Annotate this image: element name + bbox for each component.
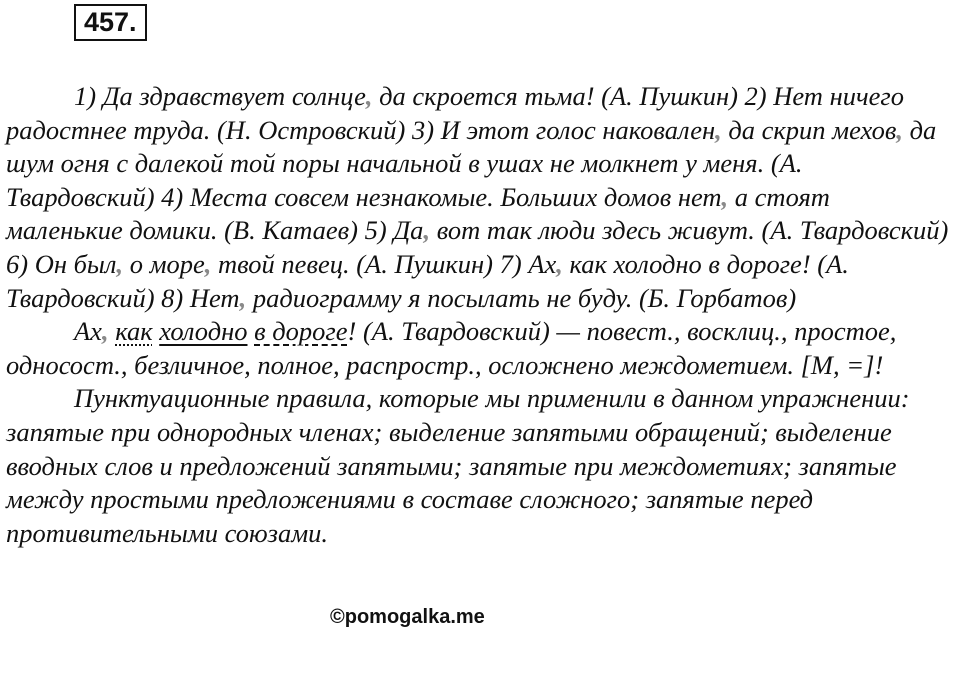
text-segment: да шум огня с далекой той поры начальной в ушах не молкнет у меня. (А. Твардовский) 4) Места совсем незнакомые. Больших домов нет [6,114,937,212]
answer-text [6,80,951,550]
text-segment: ! (А. Твардовский) — повест., восклиц., простое, односост., безличное, полное, распростр., осложнено междометием. [М, =]! [6,316,897,380]
highlighted-comma: , [896,114,903,145]
text-segment: да скроется тьма! (А. Пушкин) 2) Нет ничего радостнее труда. (Н. Островский) 3) И этот голос наковален [6,81,904,145]
watermark-label: ©pomogalka.me [330,606,485,628]
text-segment: а стоят маленькие домики. (В. Катаев) 5) Да [6,181,830,246]
underlined-sentence-part: в дороге [254,316,348,347]
exercise-number: 457. [74,4,147,41]
answer-paragraph-rules: Пунктуационные правила, которые мы применили в данном упражнении: запятые при однородных членах; выделение запятыми обращений; выделение вводных слов и предложений запятыми; запятые при междометиях; запятые между простыми предложениями в составе сложного; запятые перед противительными союзами. [6,383,910,548]
text-segment: твой певец. (А. Пушкин) 7) Ах [211,248,557,279]
text-segment: да скрип мехов [721,114,897,145]
highlighted-comma: , [423,215,431,246]
text-segment: Ах [74,316,102,347]
text-segment: как холодно в дороге! (А. Твардовский) 8) Нет [6,248,849,313]
highlighted-comma: , [715,114,722,145]
underlined-sentence-part: холодно [159,316,248,347]
highlighted-comma: , [365,81,373,111]
underlined-sentence-part: как [115,316,153,347]
text-segment: о море [123,248,205,279]
answer-paragraph-sentences [6,80,951,315]
answer-paragraph-analysis [6,315,951,382]
text-segment: вот так люди здесь живут. (А. Твардовский) 6) Он был [6,215,949,279]
highlighted-comma: , [556,248,563,279]
highlighted-comma: , [721,181,729,212]
highlighted-comma: , [239,282,247,313]
text-segment: радиограмму я посылать не буду. (Б. Горбатов) [246,282,797,313]
text-segment: 1) Да здравствует солнце [74,81,366,111]
highlighted-comma: , [204,248,212,279]
highlighted-comma: , [101,316,109,347]
highlighted-comma: , [116,248,124,279]
